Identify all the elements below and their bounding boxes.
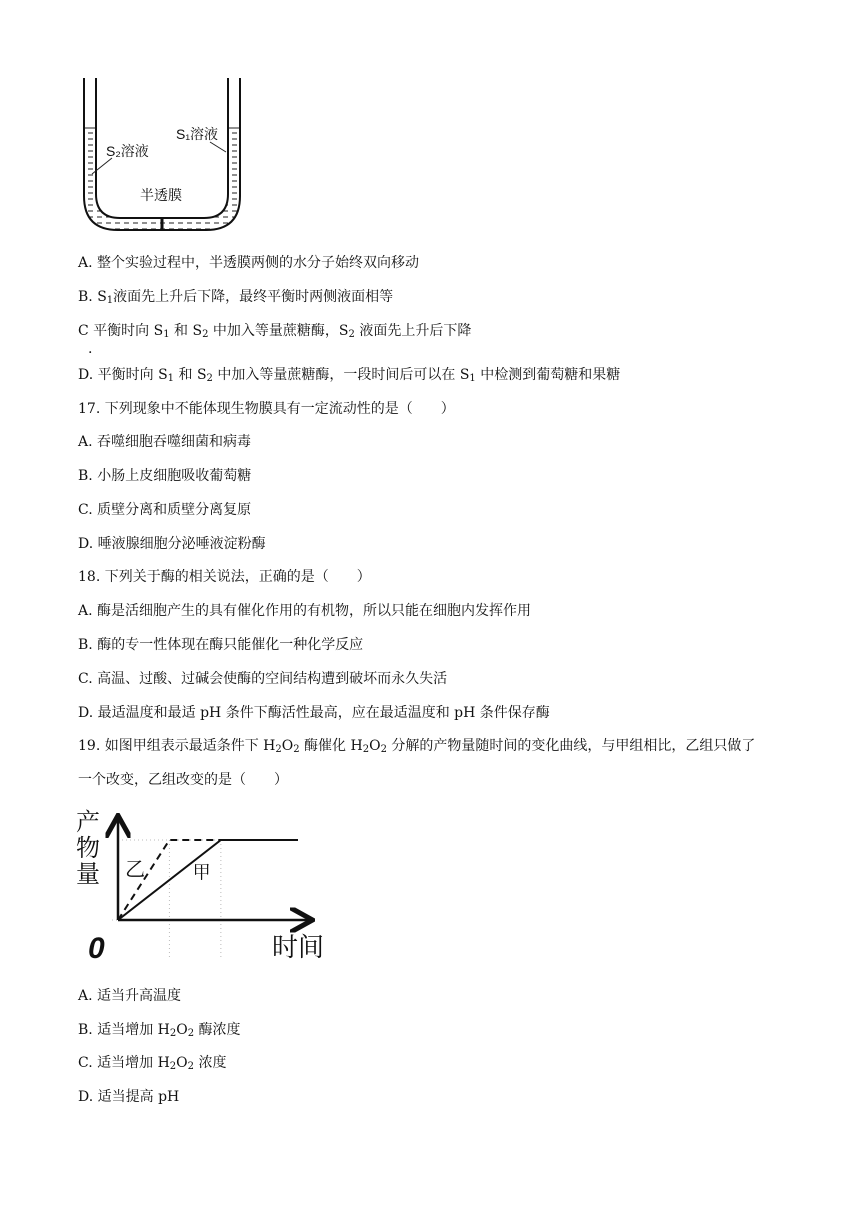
- q17-option-a: A. 吞噬细胞吞噬细菌和病毒: [78, 434, 252, 450]
- q16-option-d: D. 平衡时向 $S_1$ 和 $S_2$ 中加入等量蔗糖酶，一段时间后可以在 $S_1$ 中检测到葡萄糖和果糖: [78, 367, 621, 384]
- q17-option-d: D. 唾液腺细胞分泌唾液淀粉酶: [78, 536, 266, 552]
- q18-stem: 18. 下列关于酶的相关说法，正确的是（ ）: [78, 569, 371, 585]
- y-axis-label-char: 量: [76, 861, 100, 888]
- q19-stem-line2: 一个改变，乙组改变的是（ ）: [78, 772, 288, 788]
- q18-option-a: A. 酶是活细胞产生的具有催化作用的有机物，所以只能在细胞内发挥作用: [78, 603, 532, 619]
- q18-option-d: D. 最适温度和最适 pH 条件下酶活性最高，应在最适温度和 pH 条件保存酶: [78, 705, 550, 721]
- q16-option-b: B. $S_1$液面先上升后下降，最终平衡时两侧液面相等: [78, 289, 394, 306]
- q16-option-c: C 平衡时向 $S_1$ 和 $S_2$ 中加入等量蔗糖酶，$S_2$ 液面先上升后下降: [78, 323, 472, 340]
- x-axis-label: 时间: [272, 932, 325, 962]
- q19-option-a: A. 适当升高温度: [78, 988, 182, 1004]
- product-time-chart: [72, 804, 342, 969]
- q16-option-c-dot: .: [88, 341, 93, 357]
- series-label-jia: 甲: [192, 862, 211, 883]
- q19-option-d: D. 适当提高 pH: [78, 1089, 180, 1105]
- q19-option-c: C. 适当增加 $H_2O_2$ 浓度: [78, 1055, 227, 1072]
- q19-stem-line1: 19. 如图甲组表示最适条件下 $H_2O_2$ 酶催化 $H_2O_2$ 分解的产物量随时间的变化曲线，与甲组相比，乙组只做了: [78, 738, 756, 755]
- q19-option-b: B. 适当增加 $H_2O_2$ 酶浓度: [78, 1022, 241, 1039]
- membrane-label: 半透膜: [140, 187, 182, 203]
- q17-option-b: B. 小肠上皮细胞吸收葡萄糖: [78, 468, 252, 484]
- s1-solution-label: S₁溶液: [176, 126, 219, 142]
- y-axis-label-char: 产: [76, 809, 100, 836]
- s2-solution-label: S₂溶液: [106, 143, 149, 159]
- origin-label: 0: [88, 932, 105, 965]
- q16-option-a: A. 整个实验过程中，半透膜两侧的水分子始终双向移动: [78, 255, 420, 271]
- q17-option-c: C. 质壁分离和质壁分离复原: [78, 502, 252, 518]
- y-axis-label-char: 物: [76, 835, 100, 862]
- q18-option-c: C. 高温、过酸、过碱会使酶的空间结构遭到破坏而永久失活: [78, 671, 448, 687]
- series-label-yi: 乙: [125, 859, 146, 881]
- u-tube-figure: [78, 76, 248, 236]
- q17-stem: 17. 下列现象中不能体现生物膜具有一定流动性的是（ ）: [78, 401, 455, 417]
- q18-option-b: B. 酶的专一性体现在酶只能催化一种化学反应: [78, 637, 364, 653]
